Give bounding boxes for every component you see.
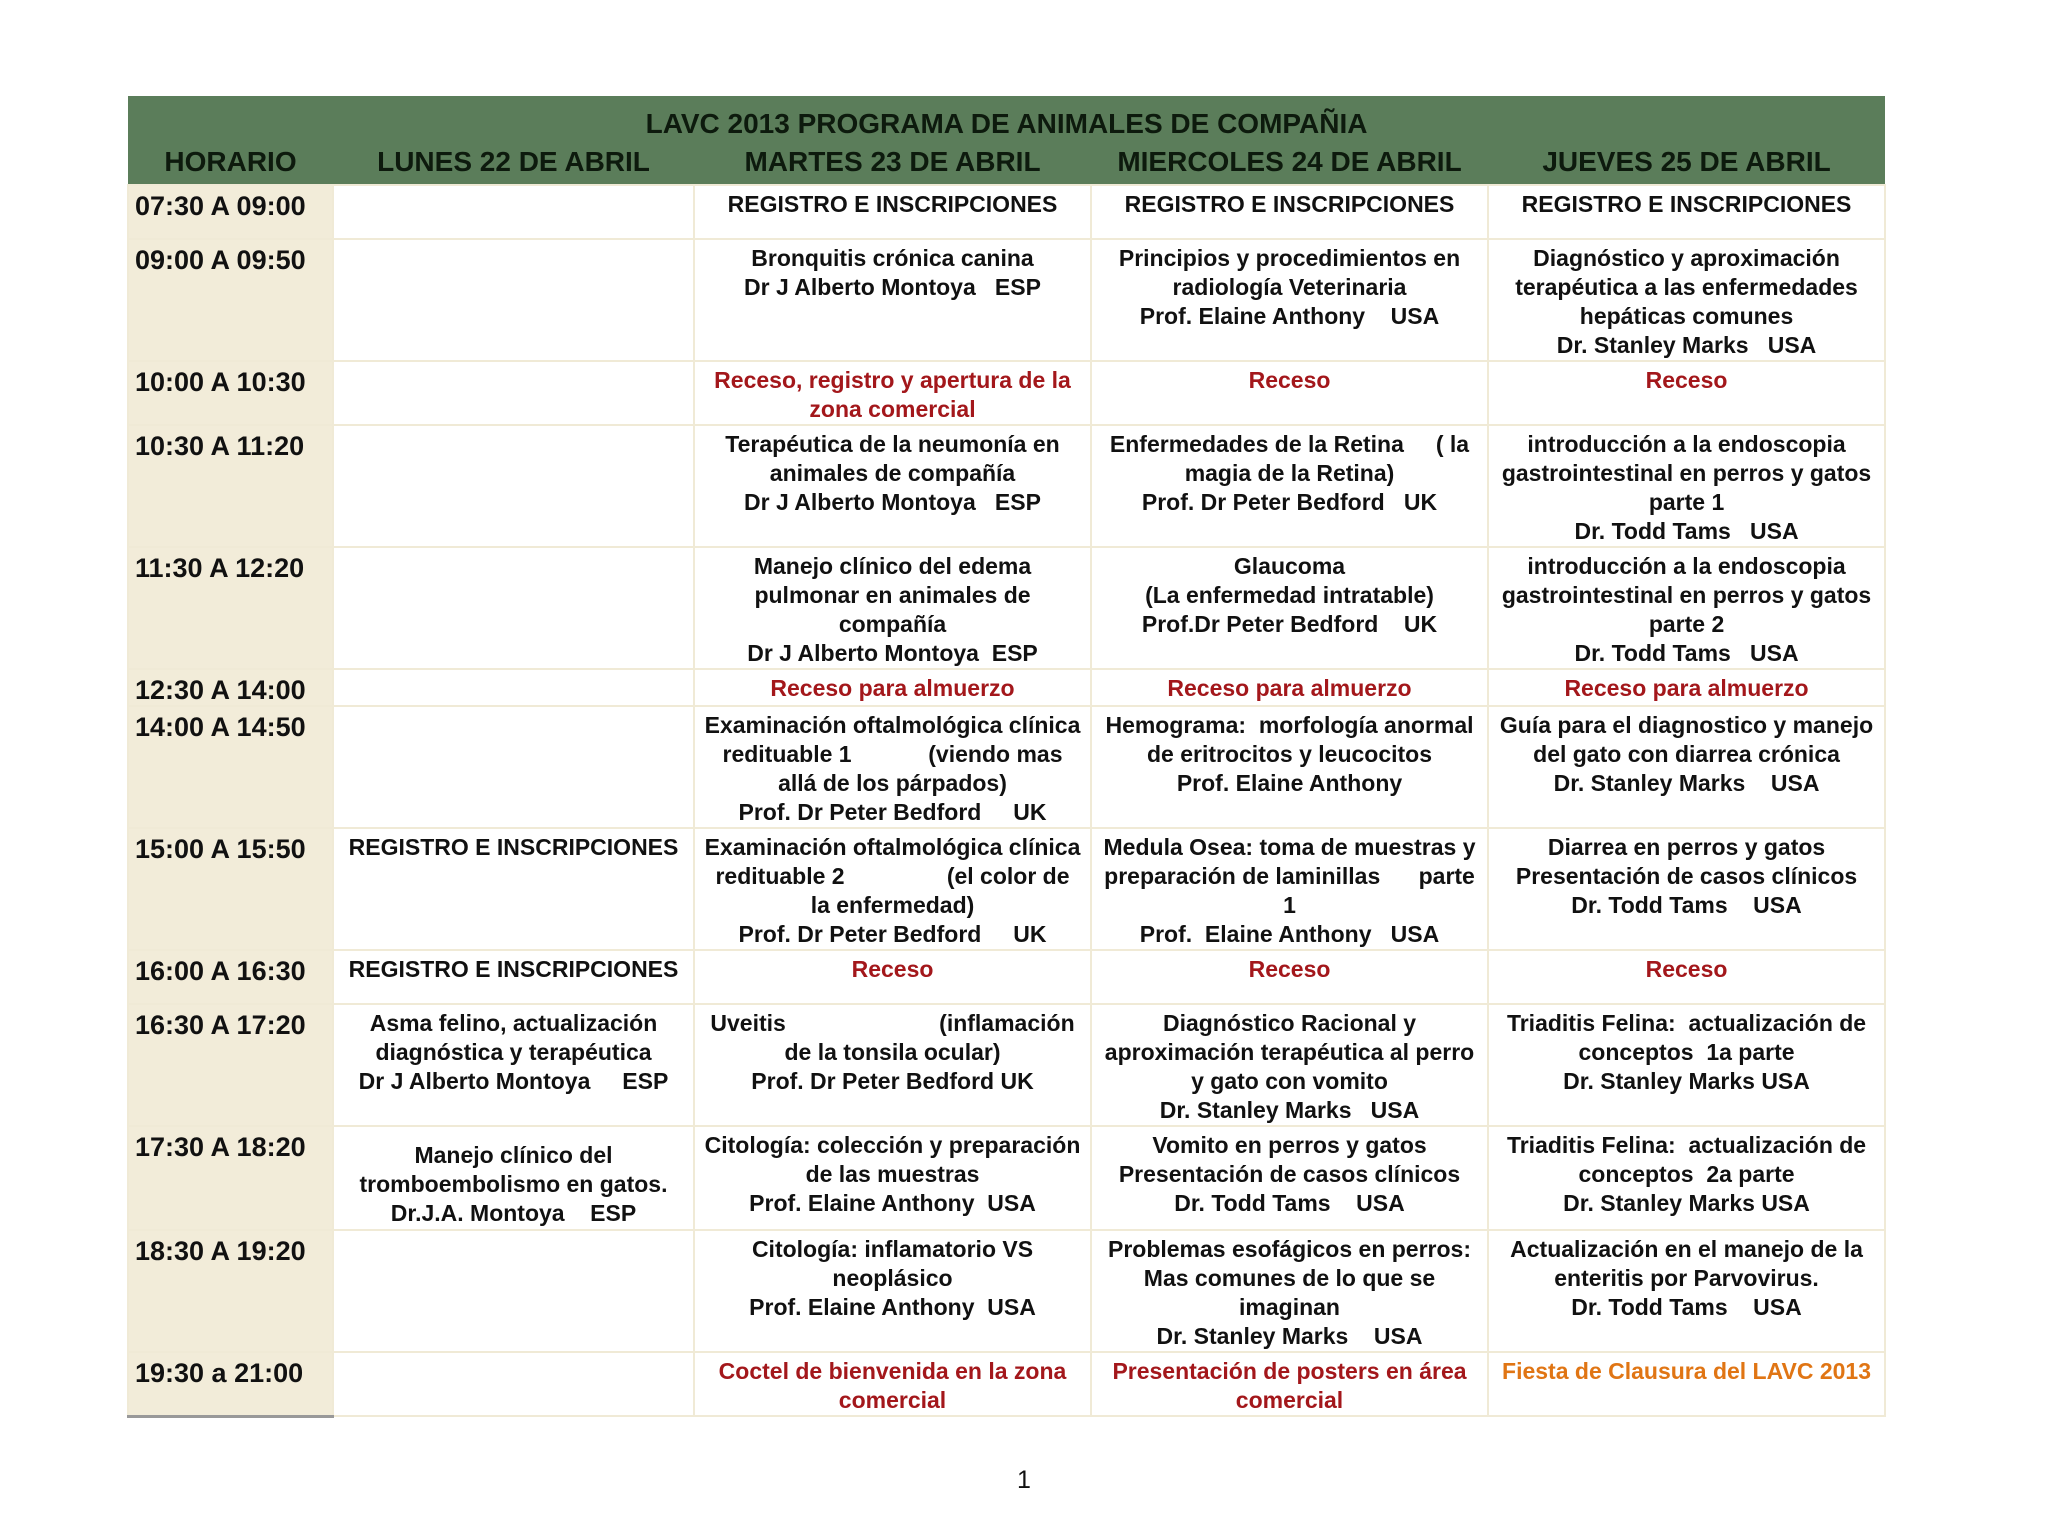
session-line: Actualización en el manejo de la — [1510, 1236, 1863, 1262]
session-cell-jueves — [1488, 361, 1885, 425]
session-line: comercial — [838, 1387, 947, 1413]
session-line: Dr. Todd Tams USA — [1571, 1294, 1802, 1320]
session-line: neoplásico — [832, 1265, 953, 1291]
session-cell-lunes — [333, 706, 694, 828]
session-line: Diagnóstico y aproximación — [1533, 245, 1840, 271]
session-line: magia de la Retina) — [1184, 460, 1395, 486]
session-cell-jueves — [1488, 706, 1885, 828]
session-line: Prof. Elaine Anthony USA — [1139, 303, 1440, 329]
session-cell-jueves — [1488, 828, 1885, 950]
session-cell-martes — [694, 706, 1091, 828]
session-cell-miercoles — [1091, 1004, 1488, 1126]
session-line: Problemas esofágicos en perros: — [1107, 1236, 1471, 1262]
session-line: Dr J Alberto Montoya ESP — [744, 274, 1041, 300]
session-line: Presentación de casos clínicos — [1515, 863, 1858, 889]
session-line: tromboembolismo en gatos. — [359, 1171, 668, 1197]
session-cell-miercoles — [1091, 1230, 1488, 1352]
session-line: conceptos 1a parte — [1578, 1039, 1795, 1065]
session-line: Dr. Stanley Marks USA — [1563, 1190, 1810, 1216]
time-slot: 16:30 A 17:20 — [128, 1004, 333, 1126]
session-line: Diarrea en perros y gatos — [1547, 834, 1826, 860]
session-line: (La enfermedad intratable) — [1145, 582, 1434, 608]
session-line: Prof. Dr Peter Bedford UK — [1141, 489, 1438, 515]
session-line: Dr J Alberto Montoya ESP — [744, 489, 1041, 515]
session-cell-miercoles — [1091, 828, 1488, 950]
time-slot: 11:30 A 12:20 — [128, 547, 333, 669]
session-cell-jueves — [1488, 1352, 1885, 1416]
session-line: enteritis por Parvovirus. — [1554, 1265, 1819, 1291]
session-line: Coctel de bienvenida en la zona — [718, 1358, 1067, 1384]
session-line: Presentación de casos clínicos — [1118, 1161, 1461, 1187]
time-slot: 10:30 A 11:20 — [128, 425, 333, 547]
time-slot: 09:00 A 09:50 — [128, 239, 333, 361]
session-line: Citología: colección y preparación — [704, 1132, 1081, 1158]
schedule-row — [128, 1004, 1885, 1126]
session-line: Prof. Dr Peter Bedford UK — [751, 1068, 1034, 1094]
session-line: zona comercial — [809, 396, 976, 422]
session-line: Vomito en perros y gatos — [1152, 1132, 1427, 1158]
column-header-martes: MARTES 23 DE ABRIL — [694, 140, 1091, 185]
session-cell-martes — [694, 185, 1091, 239]
session-line: de las muestras — [805, 1161, 980, 1187]
session-cell-martes — [694, 1230, 1091, 1352]
session-line: aproximación terapéutica al perro — [1104, 1039, 1475, 1065]
session-line: Receso — [1645, 367, 1728, 393]
session-line: Manejo clínico del — [414, 1142, 613, 1168]
session-line: REGISTRO E INSCRIPCIONES — [1521, 191, 1852, 217]
session-line: Triaditis Felina: actualización de — [1506, 1132, 1867, 1158]
session-line: compañía — [838, 611, 947, 637]
session-line: redituable 2 (el color de — [715, 863, 1070, 889]
session-line: Dr. Stanley Marks USA — [1556, 332, 1817, 358]
session-line: allá de los párpados) — [778, 770, 1007, 796]
session-cell-martes — [694, 669, 1091, 706]
column-header-horario: HORARIO — [128, 140, 333, 185]
schedule-row — [128, 1352, 1885, 1416]
session-line: radiología Veterinaria — [1172, 274, 1407, 300]
schedule-row — [128, 828, 1885, 950]
session-line: Dr. Todd Tams USA — [1574, 518, 1799, 544]
session-cell-jueves — [1488, 185, 1885, 239]
session-line: Terapéutica de la neumonía en — [725, 431, 1060, 457]
session-line: Receso — [851, 956, 934, 982]
session-line: de la tonsila ocular) — [784, 1039, 1001, 1065]
session-line: terapéutica a las enfermedades — [1515, 274, 1858, 300]
session-line: Prof. Elaine Anthony USA — [749, 1294, 1036, 1320]
session-line: comercial — [1235, 1387, 1344, 1413]
session-cell-lunes — [333, 239, 694, 361]
session-line: Medula Osea: toma de muestras y — [1103, 834, 1476, 860]
session-cell-lunes — [333, 425, 694, 547]
session-line: REGISTRO E INSCRIPCIONES — [727, 191, 1058, 217]
session-cell-lunes — [333, 185, 694, 239]
session-line: del gato con diarrea crónica — [1533, 741, 1840, 767]
session-line: Dr. Stanley Marks USA — [1553, 770, 1820, 796]
page-number: 1 — [1017, 1466, 1031, 1494]
session-cell-miercoles — [1091, 950, 1488, 1004]
schedule-body — [128, 185, 1885, 1416]
session-cell-miercoles — [1091, 1126, 1488, 1230]
session-line: Bronquitis crónica canina — [751, 245, 1034, 271]
column-header-lunes: LUNES 22 DE ABRIL — [333, 140, 694, 185]
session-cell-jueves — [1488, 1126, 1885, 1230]
session-line: Receso — [1248, 367, 1331, 393]
session-line: Principios y procedimientos en — [1118, 245, 1461, 271]
time-slot: 18:30 A 19:20 — [128, 1230, 333, 1352]
session-line: Dr. Stanley Marks USA — [1563, 1068, 1810, 1094]
session-line: Asma felino, actualización — [369, 1010, 658, 1036]
session-line: Dr. Todd Tams USA — [1574, 640, 1799, 666]
session-line: REGISTRO E INSCRIPCIONES — [348, 834, 679, 860]
session-line: Dr. Stanley Marks USA — [1156, 1323, 1423, 1349]
time-slot: 17:30 A 18:20 — [128, 1126, 333, 1230]
schedule-row — [128, 1126, 1885, 1230]
session-line: parte 1 — [1648, 489, 1725, 515]
session-cell-martes — [694, 239, 1091, 361]
session-cell-jueves — [1488, 1230, 1885, 1352]
session-line: Diagnóstico Racional y — [1162, 1010, 1417, 1036]
session-cell-jueves — [1488, 669, 1885, 706]
session-line: Prof. Elaine Anthony — [1176, 770, 1403, 796]
session-cell-martes — [694, 1126, 1091, 1230]
session-line: imaginan — [1239, 1294, 1340, 1320]
session-cell-lunes — [333, 1126, 694, 1230]
session-cell-lunes — [333, 828, 694, 950]
session-line: Presentación de posters en área — [1112, 1358, 1467, 1384]
time-slot: 19:30 a 21:00 — [128, 1352, 333, 1416]
session-line: gastrointestinal en perros y gatos — [1501, 582, 1872, 608]
session-line: Fiesta de Clausura del LAVC 2013 — [1502, 1358, 1872, 1384]
session-line: REGISTRO E INSCRIPCIONES — [1124, 191, 1455, 217]
time-slot: 15:00 A 15:50 — [128, 828, 333, 950]
time-slot: 16:00 A 16:30 — [128, 950, 333, 1004]
session-cell-martes — [694, 1352, 1091, 1416]
session-line: hepáticas comunes — [1579, 303, 1794, 329]
session-line: Uveitis (inflamación — [710, 1010, 1075, 1036]
time-slot: 07:30 A 09:00 — [128, 185, 333, 239]
session-line: Prof.Dr Peter Bedford UK — [1141, 611, 1438, 637]
time-slot: 10:00 A 10:30 — [128, 361, 333, 425]
session-cell-martes — [694, 950, 1091, 1004]
time-slot: 12:30 A 14:00 — [128, 669, 333, 706]
session-line: Receso para almuerzo — [1167, 675, 1412, 701]
session-cell-lunes — [333, 950, 694, 1004]
column-header-jueves: JUEVES 25 DE ABRIL — [1488, 140, 1885, 185]
session-line: introducción a la endoscopia — [1527, 553, 1846, 579]
schedule-row — [128, 361, 1885, 425]
session-line: la enfermedad) — [810, 892, 975, 918]
session-line: animales de compañía — [769, 460, 1016, 486]
session-line: introducción a la endoscopia — [1527, 431, 1846, 457]
session-cell-lunes — [333, 1352, 694, 1416]
session-cell-jueves — [1488, 547, 1885, 669]
session-line: pulmonar en animales de — [754, 582, 1031, 608]
session-cell-martes — [694, 828, 1091, 950]
session-cell-martes — [694, 425, 1091, 547]
session-line: Dr.J.A. Montoya ESP — [390, 1200, 637, 1226]
session-line: Prof. Elaine Anthony USA — [749, 1190, 1036, 1216]
session-cell-miercoles — [1091, 239, 1488, 361]
title-row — [128, 96, 1885, 140]
session-cell-jueves — [1488, 425, 1885, 547]
session-line: Prof. Dr Peter Bedford UK — [738, 921, 1047, 947]
schedule-row — [128, 547, 1885, 669]
session-line: Examinación oftalmológica clínica — [704, 712, 1081, 738]
session-cell-lunes — [333, 1004, 694, 1126]
schedule-row — [128, 950, 1885, 1004]
session-cell-martes — [694, 361, 1091, 425]
session-cell-miercoles — [1091, 361, 1488, 425]
session-cell-miercoles — [1091, 1352, 1488, 1416]
session-line: Receso para almuerzo — [770, 675, 1015, 701]
session-line: Prof. Elaine Anthony USA — [1139, 921, 1440, 947]
session-cell-miercoles — [1091, 669, 1488, 706]
session-cell-jueves — [1488, 1004, 1885, 1126]
session-line: Mas comunes de lo que se — [1143, 1265, 1436, 1291]
session-cell-miercoles — [1091, 185, 1488, 239]
session-line: y gato con vomito — [1191, 1068, 1388, 1094]
session-cell-miercoles — [1091, 425, 1488, 547]
session-cell-martes — [694, 1004, 1091, 1126]
column-header-miercoles: MIERCOLES 24 DE ABRIL — [1091, 140, 1488, 185]
session-cell-lunes — [333, 547, 694, 669]
column-header-row — [128, 140, 1885, 185]
session-cell-miercoles — [1091, 706, 1488, 828]
session-line: Citología: inflamatorio VS — [751, 1236, 1034, 1262]
session-line: redituable 1 (viendo mas — [722, 741, 1063, 767]
session-line: preparación de laminillas parte — [1104, 863, 1475, 889]
schedule-row — [128, 239, 1885, 361]
session-cell-lunes — [333, 1230, 694, 1352]
session-line: Receso para almuerzo — [1564, 675, 1809, 701]
session-line: Guía para el diagnostico y manejo — [1499, 712, 1874, 738]
schedule-row — [128, 706, 1885, 828]
schedule-row — [128, 425, 1885, 547]
session-line: gastrointestinal en perros y gatos — [1501, 460, 1872, 486]
schedule-table — [127, 96, 1886, 1418]
session-cell-lunes — [333, 669, 694, 706]
session-line: REGISTRO E INSCRIPCIONES — [348, 956, 679, 982]
session-line: Dr. Todd Tams USA — [1571, 892, 1802, 918]
session-line: Manejo clínico del edema — [753, 553, 1032, 579]
session-line: Dr. Stanley Marks USA — [1159, 1097, 1420, 1123]
session-line: Receso, registro y apertura de la — [714, 367, 1071, 393]
session-cell-jueves — [1488, 950, 1885, 1004]
session-line: Receso — [1645, 956, 1728, 982]
session-cell-jueves — [1488, 239, 1885, 361]
session-line: Enfermedades de la Retina ( la — [1109, 431, 1470, 457]
session-line: Prof. Dr Peter Bedford UK — [738, 799, 1047, 825]
session-line: Examinación oftalmológica clínica — [704, 834, 1081, 860]
session-line: Dr. Todd Tams USA — [1174, 1190, 1405, 1216]
schedule-row — [128, 185, 1885, 239]
session-line: Receso — [1248, 956, 1331, 982]
session-line: Hemograma: morfología anormal — [1105, 712, 1474, 738]
schedule-row — [128, 1230, 1885, 1352]
schedule-row — [128, 669, 1885, 706]
session-line: parte 2 — [1648, 611, 1725, 637]
session-line: diagnóstica y terapéutica — [375, 1039, 652, 1065]
session-line: Dr J Alberto Montoya ESP — [747, 640, 1038, 666]
session-line: Glaucoma — [1233, 553, 1346, 579]
session-line: de eritrocitos y leucocitos — [1146, 741, 1433, 767]
time-slot: 14:00 A 14:50 — [128, 706, 333, 828]
program-title: LAVC 2013 PROGRAMA DE ANIMALES DE COMPAÑIA — [128, 96, 1885, 140]
session-cell-martes — [694, 547, 1091, 669]
session-line: conceptos 2a parte — [1578, 1161, 1795, 1187]
session-line: Triaditis Felina: actualización de — [1506, 1010, 1867, 1036]
session-line: Dr J Alberto Montoya ESP — [358, 1068, 669, 1094]
session-cell-miercoles — [1091, 547, 1488, 669]
session-line: 1 — [1283, 892, 1296, 918]
session-cell-lunes — [333, 361, 694, 425]
